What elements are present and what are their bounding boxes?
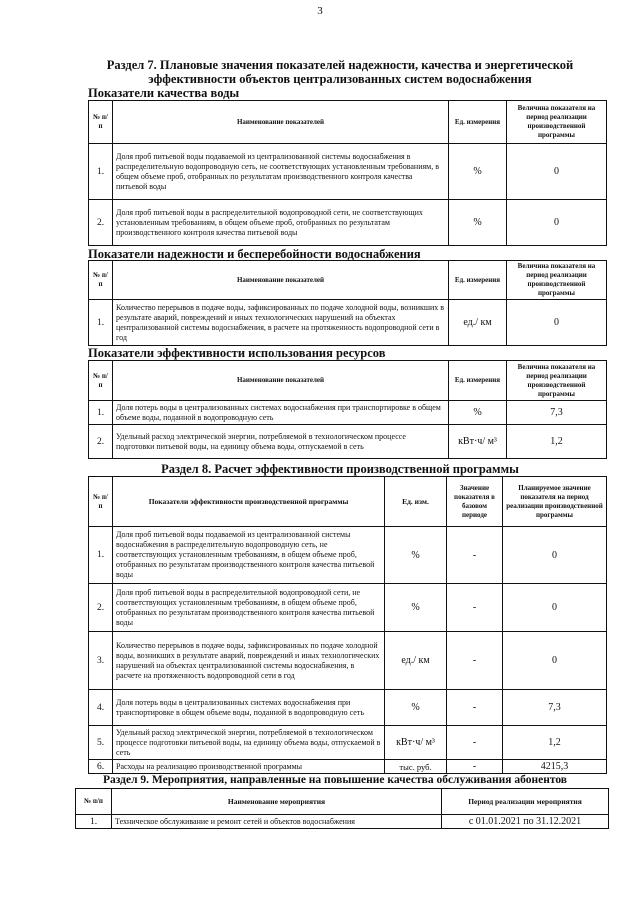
row-unit: ед./ км (385, 632, 447, 690)
efficiency-title: Показатели эффективности использования ресурсов (88, 346, 386, 360)
row-name: Доля потерь воды в централизованных системах водоснабжения при транспортировке в общем объеме воды, поданной в водопроводную сеть (113, 690, 385, 726)
row-base: - (447, 726, 503, 760)
row-number: 1. (89, 527, 113, 584)
table-row (89, 401, 607, 425)
header-number: № п/п (89, 477, 113, 527)
row-unit: % (449, 401, 507, 425)
header-value: Величина показателя на период реализации производственной программы (507, 261, 607, 300)
row-number: 1. (76, 815, 112, 829)
row-unit: % (385, 527, 447, 584)
row-name: Доля проб питьевой воды в распределительной водопроводной сети, не соответствующих установленным требованиям, в общем объеме проб, отобранных по результатам производственного контроля качества питьевой воды (113, 200, 449, 246)
row-unit: кВт·ч/ м³ (449, 425, 507, 459)
row-number: 4. (89, 690, 113, 726)
table-row (89, 726, 607, 760)
header-name: Наименование мероприятия (112, 789, 442, 815)
row-unit: тыс. руб. (385, 760, 447, 774)
header-name: Наименование показателей (113, 361, 449, 401)
row-value: 7,3 (507, 401, 607, 425)
row-number: 3. (89, 632, 113, 690)
row-number: 1. (89, 300, 113, 346)
row-number: 2. (89, 425, 113, 459)
header-number: № п/п (89, 361, 113, 401)
header-number: № п/п (89, 101, 113, 144)
row-unit: кВт·ч/ м³ (385, 726, 447, 760)
table-row (89, 200, 607, 246)
reliability-title: Показатели надежности и бесперебойности водоснабжения (88, 247, 421, 261)
row-value: 0 (507, 200, 607, 246)
section7-title-line2: эффективности объектов централизованных систем водоснабжения (148, 72, 532, 86)
header-unit: Ед. измерения (449, 361, 507, 401)
reliability-header-row (89, 261, 607, 300)
row-name: Количество перерывов в подаче воды, зафиксированных по подаче холодной воды, возникших в результате аварий, повреждений и иных технологических нарушений на объектах централизованной системы водоснабжения, в расчете на протяженность водопроводной сети в год (113, 632, 385, 690)
section8-header-row (89, 477, 607, 527)
header-number: № п/п (76, 789, 112, 815)
header-unit: Ед. измерения (449, 101, 507, 144)
table-row (89, 690, 607, 726)
header-base: Значение показателя в базовом периоде (447, 477, 503, 527)
row-base: - (447, 760, 503, 774)
row-plan: 0 (503, 584, 607, 632)
row-unit: % (449, 144, 507, 200)
section8-title: Раздел 8. Расчет эффективности производственной программы (161, 462, 519, 476)
header-period: Период реализации мероприятия (442, 789, 609, 815)
row-value: 0 (507, 300, 607, 346)
table-row (89, 527, 607, 584)
section7-title (90, 58, 590, 86)
row-value: 1,2 (507, 425, 607, 459)
row-base: - (447, 632, 503, 690)
section7-title-line1: Раздел 7. Плановые значения показателей надежности, качества и энергетической (106, 58, 574, 72)
table-row (89, 632, 607, 690)
section9-table (75, 788, 609, 829)
row-base: - (447, 690, 503, 726)
row-name: Доля проб питьевой воды подаваемой из централизованной системы водоснабжения в распределительную водопроводную сеть, не соответствующих установленным требованиям, в общем объеме проб, отобранных по результатам производственного контроля качества питьевой воды (113, 144, 449, 200)
section9-header-row (76, 789, 609, 815)
row-name: Количество перерывов в подаче воды, зафиксированных по подаче холодной воды, возникших в результате аварий, повреждений и иных технологических нарушений на объектах централизованной системы водоснабжения, в расчете на протяженность водопроводной сети в год (113, 300, 449, 346)
row-plan: 4215,3 (503, 760, 607, 774)
header-name: Показатели эффективности производственной программы (113, 477, 385, 527)
row-unit: ед./ км (449, 300, 507, 346)
efficiency-table (88, 360, 607, 459)
row-name: Техническое обслуживание и ремонт сетей и объектов водоснабжения (112, 815, 442, 829)
row-number: 1. (89, 401, 113, 425)
row-number: 5. (89, 726, 113, 760)
row-plan: 0 (503, 527, 607, 584)
row-base: - (447, 527, 503, 584)
efficiency-header-row (89, 361, 607, 401)
quality-title: Показатели качества воды (88, 86, 240, 100)
reliability-table (88, 260, 607, 346)
row-number: 2. (89, 584, 113, 632)
section9-title: Раздел 9. Мероприятия, направленные на повышение качества обслуживания абонентов (102, 774, 567, 786)
table-row (89, 760, 607, 774)
row-plan: 7,3 (503, 690, 607, 726)
row-period: с 01.01.2021 по 31.12.2021 (442, 815, 609, 829)
row-unit: % (449, 200, 507, 246)
page-number: 3 (317, 5, 323, 17)
row-unit: % (385, 690, 447, 726)
header-plan: Планируемое значение показателя на период реализации производственной программы (503, 477, 607, 527)
row-name: Расходы на реализацию производственной программы (113, 760, 385, 774)
row-number: 1. (89, 144, 113, 200)
row-name: Доля потерь воды в централизованных системах водоснабжения при транспортировке в общем объеме воды, поданной в водопроводную сеть (113, 401, 449, 425)
row-number: 2. (89, 200, 113, 246)
header-name: Наименование показателей (113, 101, 449, 144)
header-value: Величина показателя на период реализации производственной программы (507, 361, 607, 401)
row-number: 6. (89, 760, 113, 774)
row-name: Удельный расход электрической энергии, потребляемой в технологическом процессе подготовки питьевой воды, на единицу объема воды, отпускаемой в сеть (113, 726, 385, 760)
row-plan: 0 (503, 632, 607, 690)
header-unit: Ед. измерения (449, 261, 507, 300)
header-name: Наименование показателей (113, 261, 449, 300)
table-row (76, 815, 609, 829)
quality-table (88, 100, 607, 246)
header-unit: Ед. изм. (385, 477, 447, 527)
table-row (89, 584, 607, 632)
header-value: Величина показателя на период реализации производственной программы (507, 101, 607, 144)
row-name: Доля проб питьевой воды в распределительной водопроводной сети, не соответствующих установленным требованиям, в общем объеме проб, отобранных по результатам производственного контроля качества питьевой воды (113, 584, 385, 632)
row-plan: 1,2 (503, 726, 607, 760)
table-row (89, 144, 607, 200)
row-name: Удельный расход электрической энергии, потребляемой в технологическом процессе подготовки питьевой воды, на единицу объема воды, отпускаемой в сеть (113, 425, 449, 459)
table-row (89, 300, 607, 346)
row-name: Доля проб питьевой воды подаваемой из централизованной системы водоснабжения в распределительную водопроводную сеть, не соответствующих установленным требованиям, в общем объеме проб, отобранных по результатам производственного контроля качества питьевой воды (113, 527, 385, 584)
header-number: № п/п (89, 261, 113, 300)
quality-header-row (89, 101, 607, 144)
row-base: - (447, 584, 503, 632)
section8-table (88, 476, 607, 774)
row-unit: % (385, 584, 447, 632)
row-value: 0 (507, 144, 607, 200)
table-row (89, 425, 607, 459)
